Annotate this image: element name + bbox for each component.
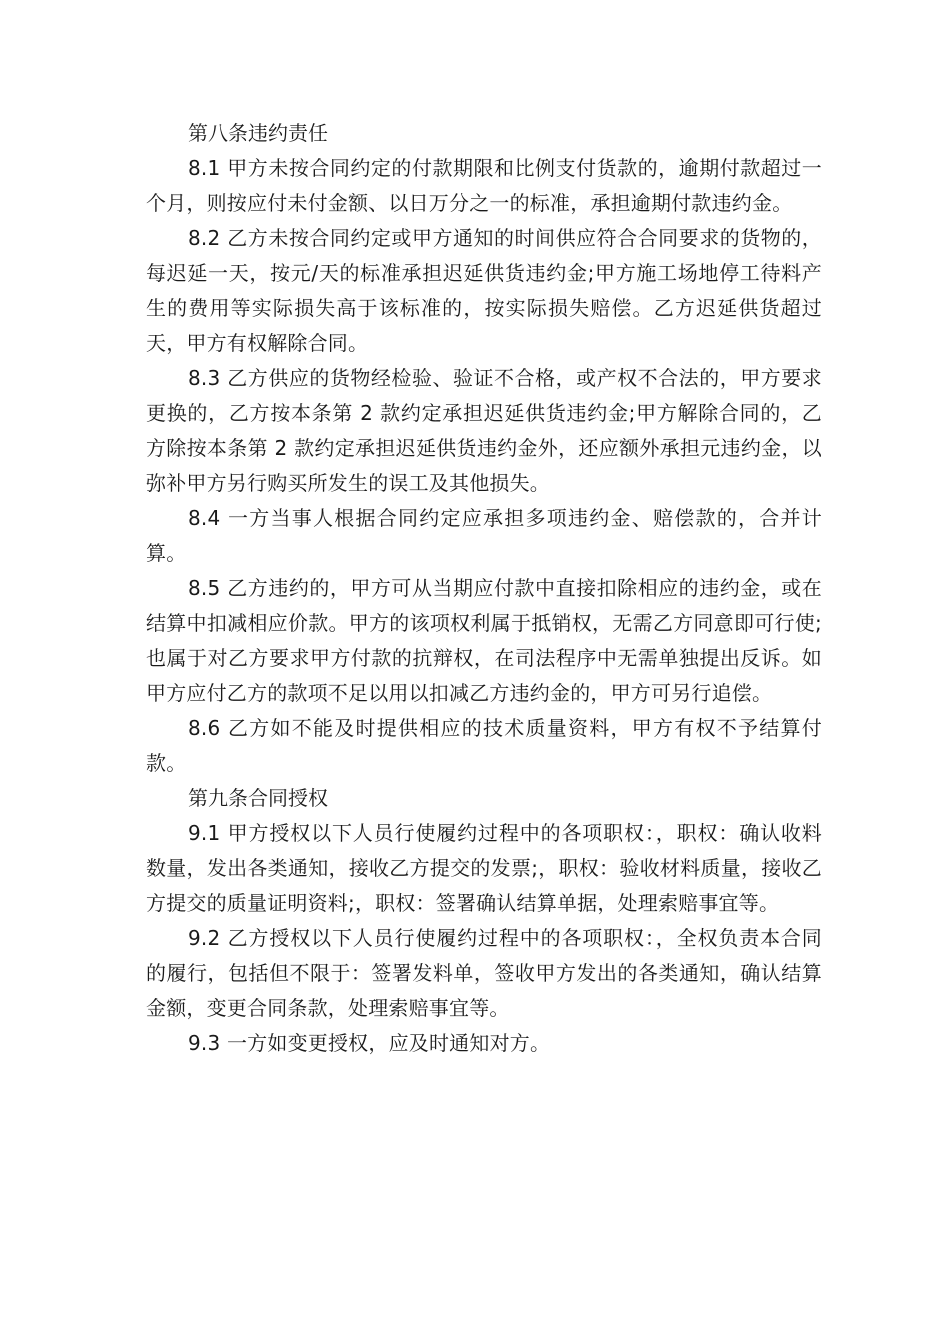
section-heading-9: 第九条合同授权 — [188, 786, 328, 810]
section-heading-8: 第八条违约责任 — [188, 121, 328, 145]
clause-9-1: 9.1 甲方授权以下人员行使履约过程中的各项职权：，职权：确认收料数量，发出各类通知，接收乙方提交的发票;，职权：验收材料质量，接收乙方提交的质量证明资料;，职权：签署确认结算单据，处理索赔事宜等。 — [146, 821, 822, 915]
document-body — [146, 116, 822, 1061]
clause-8-2: 8.2 乙方未按合同约定或甲方通知的时间供应符合合同要求的货物的，每迟延一天，按元/天的标准承担迟延供货违约金;甲方施工场地停工待料产生的费用等实际损失高于该标准的，按实际损失赔偿。乙方迟延供货超过天，甲方有权解除合同。 — [146, 226, 822, 355]
clause-8-3: 8.3 乙方供应的货物经检验、验证不合格，或产权不合法的，甲方要求更换的，乙方按本条第 2 款约定承担迟延供货违约金;甲方解除合同的，乙方除按本条第 2 款约定承担迟延供货违约金外，还应额外承担元违约金，以弥补甲方另行购买所发生的误工及其他损失。 — [146, 366, 822, 495]
clause-8-6: 8.6 乙方如不能及时提供相应的技术质量资料，甲方有权不予结算付款。 — [146, 716, 822, 775]
clause-8-5: 8.5 乙方违约的，甲方可从当期应付款中直接扣除相应的违约金，或在结算中扣减相应价款。甲方的该项权利属于抵销权，无需乙方同意即可行使;也属于对乙方要求甲方付款的抗辩权，在司法程序中无需单独提出反诉。如甲方应付乙方的款项不足以用以扣减乙方违约金的，甲方可另行追偿。 — [146, 576, 822, 705]
clause-9-2: 9.2 乙方授权以下人员行使履约过程中的各项职权：，全权负责本合同的履行，包括但不限于：签署发料单，签收甲方发出的各类通知，确认结算金额，变更合同条款，处理索赔事宜等。 — [146, 926, 822, 1020]
clause-8-4: 8.4 一方当事人根据合同约定应承担多项违约金、赔偿款的，合并计算。 — [146, 506, 822, 565]
clause-9-3: 9.3 一方如变更授权，应及时通知对方。 — [188, 1031, 551, 1055]
clause-8-1: 8.1 甲方未按合同约定的付款期限和比例支付货款的，逾期付款超过一个月，则按应付未付金额、以日万分之一的标准，承担逾期付款违约金。 — [146, 156, 822, 215]
